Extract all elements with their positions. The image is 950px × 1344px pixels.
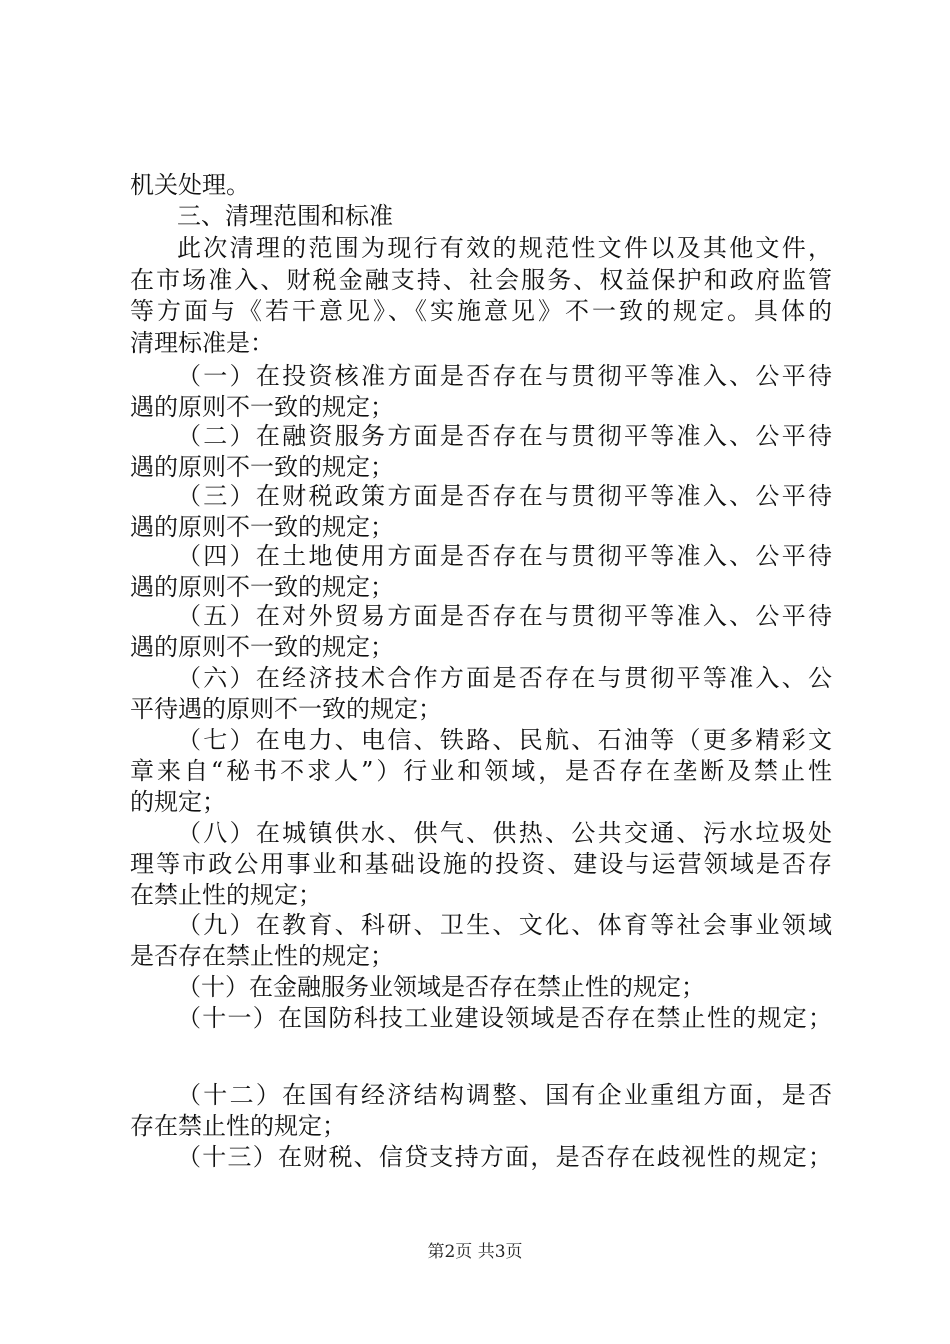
list-item-line: （三）在财税政策方面是否存在与贯彻平等准入、公平待 <box>177 482 832 510</box>
list-item-line: （十三）在财税、信贷支持方面，是否存在歧视性的规定； <box>177 1143 832 1171</box>
list-item-line: （六）在经济技术合作方面是否存在与贯彻平等准入、公 <box>177 664 832 692</box>
list-item-line: （八）在城镇供水、供气、供热、公共交通、污水垃圾处 <box>177 819 832 847</box>
text-line: 机关处理。 <box>130 171 250 199</box>
list-item-line: （九）在教育、科研、卫生、文化、体育等社会事业领域 <box>177 911 832 939</box>
list-item-line: （十）在金融服务业领域是否存在禁止性的规定； <box>177 973 705 1001</box>
list-item-line: （四）在土地使用方面是否存在与贯彻平等准入、公平待 <box>177 542 832 570</box>
text-line: 清理标准是： <box>130 329 274 357</box>
list-item-line: （一）在投资核准方面是否存在与贯彻平等准入、公平待 <box>177 362 832 390</box>
list-item-line: 遇的原则不一致的规定； <box>130 453 394 481</box>
text-line: 此次清理的范围为现行有效的规范性文件以及其他文件， <box>177 234 832 262</box>
list-item-line: 遇的原则不一致的规定； <box>130 573 394 601</box>
list-item-line: 是否存在禁止性的规定； <box>130 942 394 970</box>
list-item-line: 在禁止性的规定； <box>130 881 322 909</box>
list-item-line: 存在禁止性的规定； <box>130 1112 346 1140</box>
list-item-line: 平待遇的原则不一致的规定； <box>130 695 442 723</box>
text-line: 等方面与《若干意见》、《实施意见》不一致的规定。具体的 <box>130 297 832 325</box>
page-number-footer: 第2页 共3页 <box>427 1242 523 1262</box>
list-item-line: （十一）在国防科技工业建设领域是否存在禁止性的规定； <box>177 1004 832 1032</box>
list-item-line: 的规定； <box>130 788 226 816</box>
list-item-line: （五）在对外贸易方面是否存在与贯彻平等准入、公平待 <box>177 602 832 630</box>
list-item-line: 章来自“秘书不求人”）行业和领域，是否存在垄断及禁止性 <box>130 757 832 785</box>
text-line: 在市场准入、财税金融支持、社会服务、权益保护和政府监管 <box>130 266 832 294</box>
section-heading: 三、清理范围和标准 <box>177 202 393 230</box>
list-item-line: 遇的原则不一致的规定； <box>130 393 394 421</box>
list-item-line: （十二）在国有经济结构调整、国有企业重组方面，是否 <box>177 1081 832 1109</box>
list-item-line: 理等市政公用事业和基础设施的投资、建设与运营领域是否存 <box>130 850 832 878</box>
list-item-line: 遇的原则不一致的规定； <box>130 513 394 541</box>
list-item-line: （七）在电力、电信、铁路、民航、石油等（更多精彩文 <box>177 726 832 754</box>
list-item-line: 遇的原则不一致的规定； <box>130 633 394 661</box>
list-item-line: （二）在融资服务方面是否存在与贯彻平等准入、公平待 <box>177 422 832 450</box>
